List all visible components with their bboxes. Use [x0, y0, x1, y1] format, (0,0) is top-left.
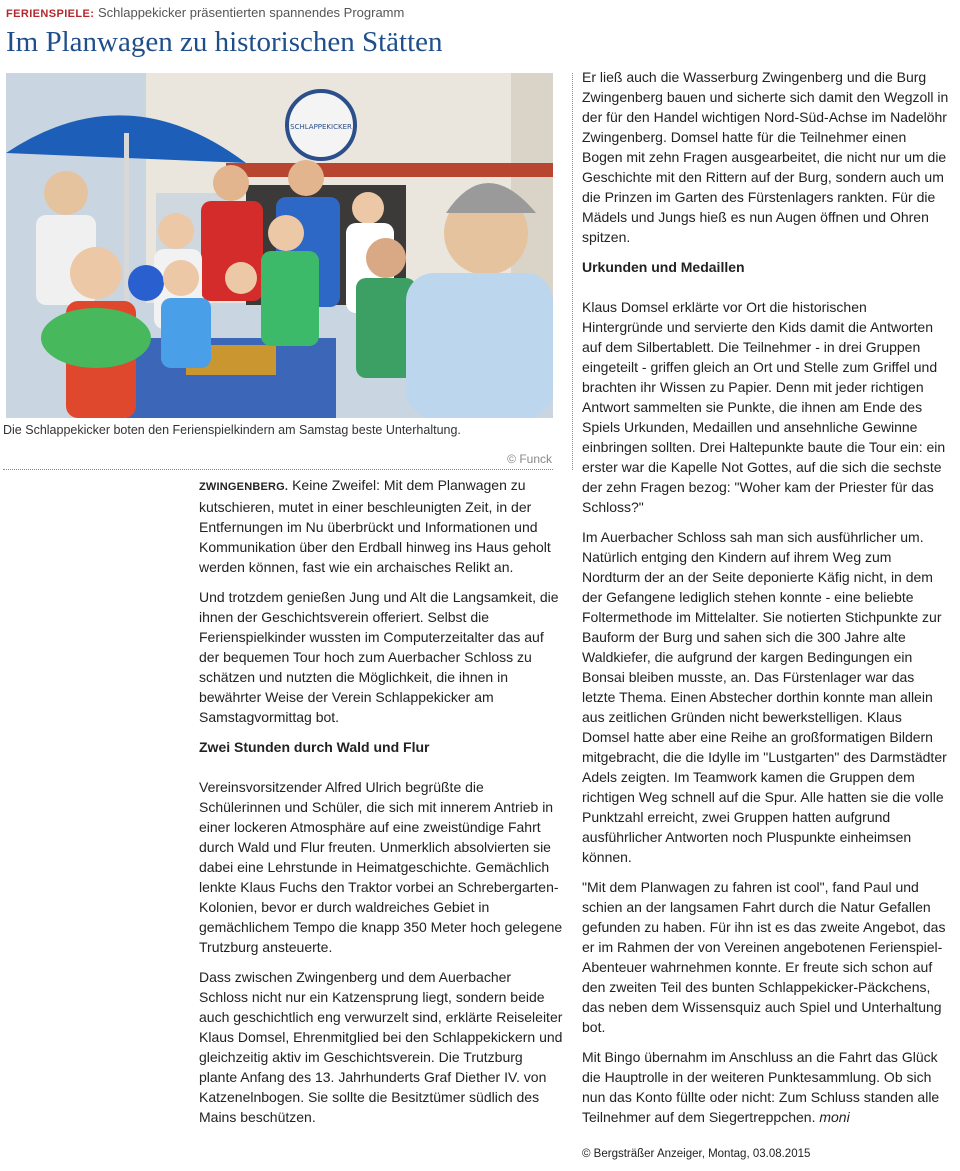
kicker-line [6, 5, 404, 20]
photo-credit: © Funck [507, 452, 552, 466]
paragraph-9 [582, 1047, 950, 1127]
caption-divider [3, 469, 553, 470]
column-divider [572, 73, 573, 470]
club-sign-text: SCHLAPPEKICKER [290, 123, 352, 131]
photo-caption: Die Schlappekicker boten den Ferienspielkindern am Samstag beste Unterhaltung. [3, 423, 461, 437]
author-tag: moni [819, 1109, 850, 1125]
copyright-line: © Bergsträßer Anzeiger, Montag, 03.08.2015 [582, 1148, 811, 1160]
subheading-2: Urkunden und Medaillen [582, 259, 745, 275]
heading-spacer [199, 767, 563, 777]
paragraph-7: Im Auerbacher Schloss sah man sich ausführlicher um. Natürlich entging den Kindern auf ihrem Weg zum Nordturm der an der Seite deponierte Käfig nicht, in dem der Gefangene lediglich stehen konnte - eine beliebte Foltermethode im Mittelalter. Sie notierten Stichpunkte zur Bauform der Burg und sahen sich die 300 Jahre alte Waldkiefer, die aufgrund der kargen Bedingungen ein Bonsai bleiben musste, an. Das Fürstenlager war das letzte Thema. Einen Abstecher dorthin konnte man allein aus zeitlichen Gründen nicht bewerkstelligen. Klaus Domsel hatte aber eine Reihe an großformatigen Bildern mitgebracht, die die Idylle im "Lustgarten" des Darmstädter Adels zeigten. Im Teamwork kamen die Gruppen dem richtigen Weg schnell auf die Spur. Alle hatten sie die volle Punktzahl erreicht, zwei Gruppen hatten aufgrund ausführlicher Antworten noch Pluspunkte einheimsen können. [582, 529, 947, 865]
heading-spacer [582, 287, 950, 297]
paragraph-2: Und trotzdem genießen Jung und Alt die Langsamkeit, die ihnen der Geschichtsverein offeriert. Selbst die Ferienspielkinder wussten im Computerzeitalter das auf der bequemen Tour hoch zum Auerbacher Schloss zu schätzen und nutzten die Möglichkeit, die ihnen in bewährter Weise der Verein Schlappekicker am Samstagvormittag bot. [199, 589, 559, 725]
paragraph-9-text: Mit Bingo übernahm im Anschluss an die Fahrt das Glück die Hauptrolle in der weiteren Punktesammlung. Ob sich nun das Konto füllte oder nicht: Zum Schluss standen alle Teilnehmer auf dem Siegertreppchen. [582, 1049, 940, 1125]
paragraph-8: "Mit dem Planwagen zu fahren ist cool", fand Paul und schien an der langsamen Fahrt durch die Natur Gefallen gefunden zu haben. Für ihn ist es das zweite Angebot, das er im Rahmen der von Vereinen angebotenen Ferienspiel-Abenteuer wahrnehmen konnte. Er freute sich schon auf den zweiten Teil des bunten Schlappekicker-Päckchens, das neben dem Wissensquiz auch Spiel und Unterhaltung bot. [582, 879, 946, 1035]
left-column [199, 475, 563, 1137]
paragraph-5: Er ließ auch die Wasserburg Zwingenberg und die Burg Zwingenberg bauen und sicherte sich damit den Wegzoll in der für den Handel wichtigen Nord-Süd-Achse im Nadelöhr Zwingenberg. Domsel hatte für die Teilnehmer einen Bogen mit zehn Fragen ausgearbeitet, die nicht nur um die Geschichte mit den Rittern auf der Burg, sondern auch um die Prinzen im Garten des Fürstenlagers rankten. Für die Mädels und Jungs hieß es nun Augen öffnen und Ohren spitzen. [582, 69, 949, 245]
paragraph-4: Dass zwischen Zwingenberg und dem Auerbacher Schloss nicht nur ein Katzensprung liegt, sondern beide auch geschichtlich eng verwurzelt sind, erklärte Reiseleiter Klaus Domsel, Ehrenmitglied bei den Schlappekickern und gleichzeitig aktiv im Geschichtsverein. Die Trutzburg plante Anfang des 13. Jahrhunderts Graf Diether IV. von Katzenelnbogen. Sie sollte die Besitztümer südlich des Mains beschützen. [199, 969, 563, 1125]
photo-icon [6, 73, 553, 418]
article-photo[interactable] [6, 73, 553, 418]
headline: Im Planwagen zu historischen Stätten [6, 26, 443, 58]
right-column [582, 67, 950, 1137]
paragraph-1-text: Keine Zweifel: Mit dem Planwagen zu kutschieren, mutet in einer beschleunigten Zeit, in der Entfernungen im Nu überbrückt und Informationen und Kommunikation über den Erdball hinweg ins Haus geholt werden können, fast wie ein archaisches Relikt an. [199, 477, 551, 575]
paragraph-3: Vereinsvorsitzender Alfred Ulrich begrüßte die Schülerinnen und Schüler, die sich mit innerem Antrieb in einer lockeren Atmosphäre auf eine zweistündige Fahrt durch Wald und Flur freuten. Unmerklich absolvierten sie dabei eine Lehrstunde in Heimatgeschichte. Gemächlich lenkte Klaus Fuchs den Traktor vorbei an Schrebergarten-Kolonien, bevor er durch waldreiches Gebiet in gemächlichem Tempo die knapp 350 Meter hoch gelegene Trutzburg ansteuerte. [199, 779, 563, 955]
dateline: ZWINGENBERG. [199, 481, 289, 493]
paragraph-6: Klaus Domsel erklärte vor Ort die historischen Hintergründe und servierte den Kids damit die Antworten auf dem Silbertablett. Die Teilnehmer - in drei Gruppen eingeteilt - griffen gleich an Ort und Stelle zum Griffel und brachten ihr Wissen zu Papier. Denn mit jeder richtigen Antwort sammelten sie Punkte, die ihnen am Ende des Spiels Urkunden, Medaillen und ansehnliche Gewinne einbringen sollten. Drei Haltepunkte baute die Tour ein: ein erster war die Kapelle Not Gottes, auf die sich die sechste der zehn Fragen bezog: "Woher kam der Priester für das Schloss?" [582, 299, 946, 515]
subheading-1: Zwei Stunden durch Wald und Flur [199, 739, 430, 755]
paragraph-1 [199, 475, 563, 577]
kicker-text: Schlappekicker präsentierten spannendes Programm [97, 5, 405, 20]
ressort-label: FERIENSPIELE: [6, 8, 95, 20]
